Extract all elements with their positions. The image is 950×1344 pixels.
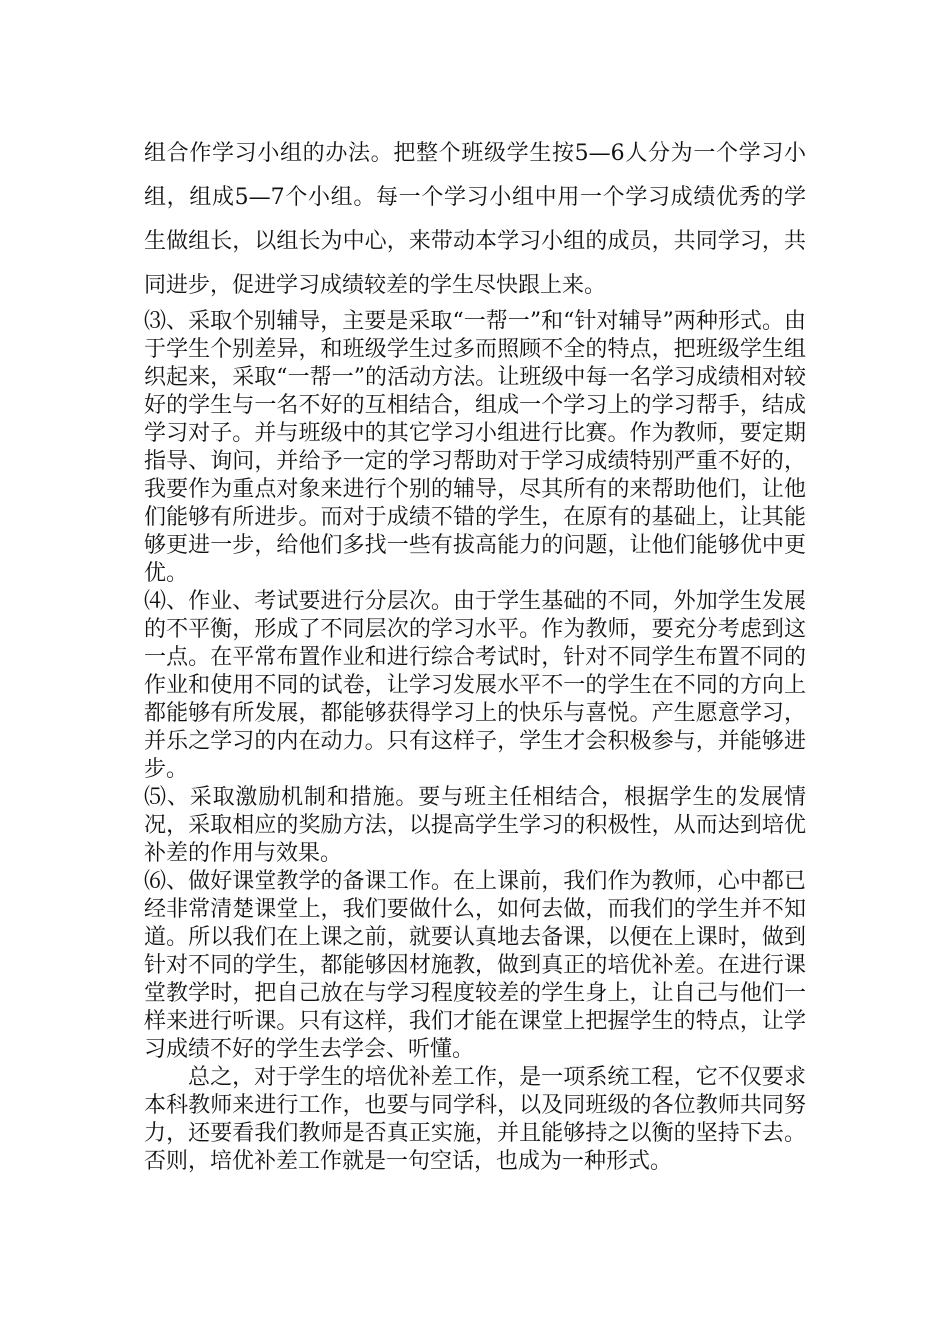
paragraph-item-3-individual-tutoring: ⑶、采取个别辅导，主要是采取“一帮一”和“针对辅导”两种形式。由于学生个别差异，和班级学生过多而照顾不全的特点，把班级学生组织起来，采取“一帮一”的活动方法。让班级中每一名学习成绩相对较好的学生与一名不好的互相结合，组成一个学习上的学习帮手，结成学习对子。并与班级中的其它学习小组进行比赛。作为教师，要定期指导、询问，并给予一定的学习帮助对于学习成绩特别严重不好的，我要作为重点对象来进行个别的辅导，尽其所有的来帮助他们，让他们能够有所进步。而对于成绩不错的学生，在原有的基础上，让其能够更进一步，给他们多找一些有拔高能力的问题，让他们能够优中更优。 <box>144 309 806 586</box>
paragraph-group-study: 组合作学习小组的办法。把整个班级学生按5—6人分为一个学习小组，组成5—7个小组。每一个学习小组中用一个学习成绩优秀的学生做组长，以组长为中心，来带动本学习小组的成员，共同学习，共同进步，促进学习成绩较差的学生尽快跟上来。 <box>144 141 806 298</box>
paragraph-item-4-layered-homework: ⑷、作业、考试要进行分层次。由于学生基础的不同，外加学生发展的不平衡，形成了不同层次的学习水平。作为教师，要充分考虑到这一点。在平常布置作业和进行综合考试时，针对不同学生布置不同的作业和使用不同的试卷，让学习发展水平不一的学生在不同的方向上都能够有所发展，都能够获得学习上的快乐与喜悦。产生愿意学习，并乐之学习的内在动力。只有这样子，学生才会积极参与，并能够进步。 <box>144 589 806 782</box>
paragraph-item-5-incentives: ⑸、采取激励机制和措施。要与班主任相结合，根据学生的发展情况，采取相应的奖励方法，以提高学生学习的积极性，从而达到培优补差的作用与效果。 <box>144 785 806 866</box>
paragraph-item-6-lesson-prep: ⑹、做好课堂教学的备课工作。在上课前，我们作为教师，心中都已经非常清楚课堂上，我们要做什么，如何去做，而我们的学生并不知道。所以我们在上课之前，就要认真地去备课，以便在上课时，做到针对不同的学生，都能够因材施教，做到真正的培优补差。在进行课堂教学时，把自己放在与学习程度较差的学生身上，让自己与他们一样来进行听课。只有这样，我们才能在课堂上把握学生的特点，让学习成绩不好的学生去学会、听懂。 <box>144 869 806 1062</box>
paragraph-conclusion: 总之，对于学生的培优补差工作，是一项系统工程，它不仅要求本科教师来进行工作，也要与同学科，以及同班级的各位教师共同努力，还要看我们教师是否真正实施，并且能够持之以衡的坚持下去。否则，培优补差工作就是一句空话，也成为一种形式。 <box>144 1065 806 1174</box>
document-body <box>144 132 806 1176</box>
